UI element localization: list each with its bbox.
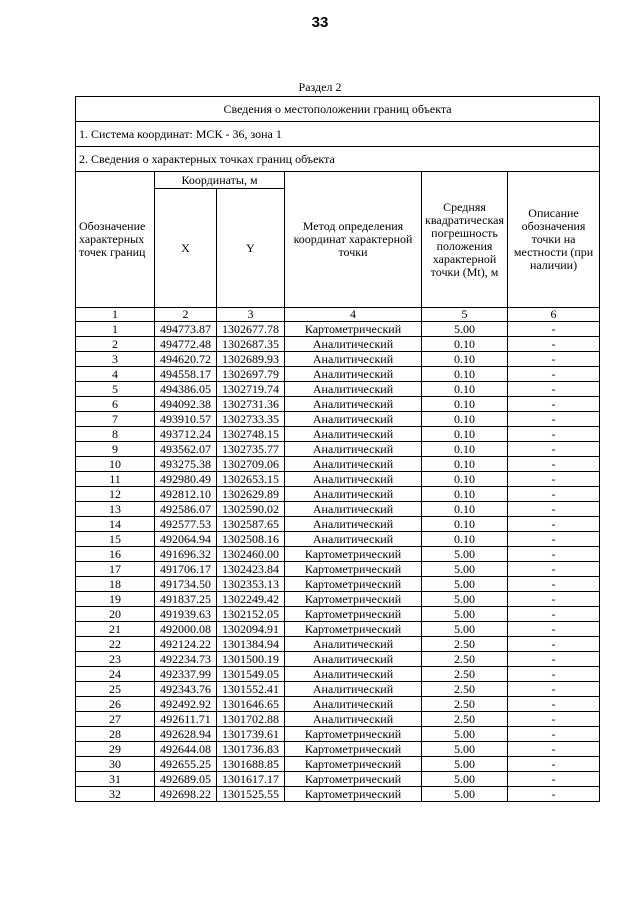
method: Аналитический [285,637,422,652]
table-row [76,337,600,352]
method: Аналитический [285,442,422,457]
error: 0.10 [422,532,508,547]
description: - [508,742,600,757]
coord-y: 1302733.35 [217,412,285,427]
table-row [76,367,600,382]
column-number: 6 [508,308,600,322]
point-id: 27 [76,712,155,727]
coord-x: 492689.05 [155,772,217,787]
coord-y: 1301525.55 [217,787,285,802]
method: Аналитический [285,667,422,682]
description: - [508,577,600,592]
header-method: Метод определения координат характерной точки [285,172,422,308]
method: Аналитический [285,382,422,397]
point-id: 18 [76,577,155,592]
coord-y: 1302687.35 [217,337,285,352]
error: 0.10 [422,517,508,532]
error: 2.50 [422,712,508,727]
method: Аналитический [285,652,422,667]
error: 5.00 [422,787,508,802]
error: 0.10 [422,337,508,352]
error: 0.10 [422,457,508,472]
point-id: 20 [76,607,155,622]
coord-x: 492644.08 [155,742,217,757]
description: - [508,487,600,502]
method: Картометрический [285,622,422,637]
coord-x: 493712.24 [155,427,217,442]
description: - [508,457,600,472]
description: - [508,337,600,352]
coord-y: 1301384.94 [217,637,285,652]
table-row [76,472,600,487]
description: - [508,607,600,622]
coord-x: 491696.32 [155,547,217,562]
table-row [76,517,600,532]
table-title: Сведения о местоположении границ объекта [76,97,600,122]
table-row [76,412,600,427]
error: 0.10 [422,427,508,442]
method: Картометрический [285,757,422,772]
coord-y: 1302689.93 [217,352,285,367]
error: 0.10 [422,382,508,397]
coord-y: 1302731.36 [217,397,285,412]
coord-x: 494772.48 [155,337,217,352]
coord-x: 493275.38 [155,457,217,472]
error: 0.10 [422,442,508,457]
method: Аналитический [285,487,422,502]
error: 5.00 [422,577,508,592]
coord-y: 1301688.85 [217,757,285,772]
error: 5.00 [422,757,508,772]
point-id: 32 [76,787,155,802]
coord-y: 1302508.16 [217,532,285,547]
coord-y: 1302748.15 [217,427,285,442]
method: Аналитический [285,352,422,367]
table-row [76,352,600,367]
point-id: 16 [76,547,155,562]
coord-x: 494558.17 [155,367,217,382]
coord-y: 1302590.02 [217,502,285,517]
error: 2.50 [422,667,508,682]
method: Картометрический [285,547,422,562]
description: - [508,517,600,532]
description: - [508,592,600,607]
point-id: 29 [76,742,155,757]
coord-x: 492655.25 [155,757,217,772]
coord-y: 1302587.65 [217,517,285,532]
column-number: 4 [285,308,422,322]
table-row [76,667,600,682]
coord-x: 492980.49 [155,472,217,487]
description: - [508,472,600,487]
method: Картометрический [285,322,422,337]
table-row [76,757,600,772]
error: 2.50 [422,652,508,667]
header-coords: Координаты, м [155,172,285,189]
point-id: 23 [76,652,155,667]
method: Картометрический [285,607,422,622]
description: - [508,547,600,562]
method: Аналитический [285,532,422,547]
point-id: 31 [76,772,155,787]
method: Картометрический [285,787,422,802]
error: 0.10 [422,502,508,517]
coord-x: 492577.53 [155,517,217,532]
description: - [508,637,600,652]
table-row [76,502,600,517]
point-id: 28 [76,727,155,742]
description: - [508,352,600,367]
description: - [508,502,600,517]
point-id: 26 [76,697,155,712]
method: Аналитический [285,397,422,412]
method: Аналитический [285,457,422,472]
column-number: 5 [422,308,508,322]
description: - [508,397,600,412]
point-id: 3 [76,352,155,367]
description: - [508,772,600,787]
coordinate-system: 1. Система координат: МСК - 36, зона 1 [76,122,600,147]
table-row [76,397,600,412]
method: Аналитический [285,682,422,697]
table-row [76,592,600,607]
description: - [508,412,600,427]
section-label: Раздел 2 [298,80,342,94]
description: - [508,427,600,442]
coord-x: 492064.94 [155,532,217,547]
error: 2.50 [422,697,508,712]
coord-y: 1302719.74 [217,382,285,397]
coord-y: 1301617.17 [217,772,285,787]
description: - [508,727,600,742]
coord-y: 1302709.06 [217,457,285,472]
coord-y: 1302094.91 [217,622,285,637]
error: 0.10 [422,352,508,367]
method: Аналитический [285,712,422,727]
table-row [76,772,600,787]
error: 5.00 [422,622,508,637]
method: Аналитический [285,517,422,532]
description: - [508,652,600,667]
method: Картометрический [285,562,422,577]
coord-y: 1301500.19 [217,652,285,667]
coord-x: 492343.76 [155,682,217,697]
error: 2.50 [422,637,508,652]
coord-y: 1302460.00 [217,547,285,562]
table-row [76,712,600,727]
coord-x: 492234.73 [155,652,217,667]
coord-x: 493562.07 [155,442,217,457]
error: 5.00 [422,607,508,622]
description: - [508,667,600,682]
table-row [76,742,600,757]
method: Аналитический [285,697,422,712]
description: - [508,712,600,727]
coord-x: 494092.38 [155,397,217,412]
point-id: 24 [76,667,155,682]
table-row [76,427,600,442]
coord-x: 492492.92 [155,697,217,712]
coord-y: 1301646.65 [217,697,285,712]
point-id: 17 [76,562,155,577]
column-number: 1 [76,308,155,322]
method: Аналитический [285,367,422,382]
coord-y: 1302249.42 [217,592,285,607]
description: - [508,322,600,337]
coord-y: 1302653.15 [217,472,285,487]
coord-x: 492698.22 [155,787,217,802]
coord-x: 491939.63 [155,607,217,622]
table-row [76,457,600,472]
table-row [76,787,600,802]
coord-x: 491837.25 [155,592,217,607]
coord-x: 492124.22 [155,637,217,652]
table-row [76,622,600,637]
point-id: 25 [76,682,155,697]
header-desc: Описание обозначения точки на местности (при наличии) [508,172,600,308]
header-x: X [155,189,217,308]
table-row [76,322,600,337]
coord-y: 1302735.77 [217,442,285,457]
point-id: 21 [76,622,155,637]
method: Картометрический [285,727,422,742]
method: Картометрический [285,592,422,607]
coord-x: 492812.10 [155,487,217,502]
coord-x: 492628.94 [155,727,217,742]
coord-x: 492586.07 [155,502,217,517]
description: - [508,532,600,547]
method: Аналитический [285,412,422,427]
point-id: 1 [76,322,155,337]
column-number-row [76,308,600,322]
page-number: 33 [311,14,329,31]
method: Аналитический [285,472,422,487]
point-id: 5 [76,382,155,397]
description: - [508,697,600,712]
coord-x: 491706.17 [155,562,217,577]
point-id: 9 [76,442,155,457]
coord-x: 494620.72 [155,352,217,367]
description: - [508,787,600,802]
point-id: 13 [76,502,155,517]
coord-y: 1302152.05 [217,607,285,622]
table-row [76,562,600,577]
table-row [76,697,600,712]
description: - [508,682,600,697]
coord-y: 1301552.41 [217,682,285,697]
error: 5.00 [422,592,508,607]
description: - [508,367,600,382]
coord-x: 491734.50 [155,577,217,592]
table-row [76,652,600,667]
column-number: 2 [155,308,217,322]
column-number: 3 [217,308,285,322]
coord-y: 1302697.79 [217,367,285,382]
point-id: 4 [76,367,155,382]
error: 5.00 [422,547,508,562]
point-id: 15 [76,532,155,547]
error: 0.10 [422,397,508,412]
point-id: 14 [76,517,155,532]
description: - [508,562,600,577]
description: - [508,442,600,457]
method: Аналитический [285,337,422,352]
coord-y: 1302423.84 [217,562,285,577]
point-id: 12 [76,487,155,502]
error: 5.00 [422,742,508,757]
method: Аналитический [285,427,422,442]
coord-y: 1302677.78 [217,322,285,337]
point-id: 8 [76,427,155,442]
error: 5.00 [422,562,508,577]
description: - [508,382,600,397]
point-id: 30 [76,757,155,772]
table-row [76,487,600,502]
error: 5.00 [422,727,508,742]
coord-x: 494386.05 [155,382,217,397]
point-id: 19 [76,592,155,607]
point-id: 22 [76,637,155,652]
point-id: 11 [76,472,155,487]
coord-y: 1301739.61 [217,727,285,742]
error: 5.00 [422,772,508,787]
points-heading: 2. Сведения о характерных точках границ объекта [76,147,600,172]
error: 2.50 [422,682,508,697]
table-row [76,637,600,652]
method: Картометрический [285,772,422,787]
point-id: 6 [76,397,155,412]
coord-y: 1302629.89 [217,487,285,502]
header-error: Средняя квадратическая погрешность положения характерной точки (Mt), м [422,172,508,308]
coord-x: 492611.71 [155,712,217,727]
error: 0.10 [422,472,508,487]
coord-x: 492337.99 [155,667,217,682]
coord-y: 1301702.88 [217,712,285,727]
coord-x: 493910.57 [155,412,217,427]
header-y: Y [217,189,285,308]
method: Аналитический [285,502,422,517]
table-row [76,682,600,697]
method: Картометрический [285,742,422,757]
description: - [508,622,600,637]
table-row [76,727,600,742]
error: 5.00 [422,322,508,337]
error: 0.10 [422,367,508,382]
point-id: 10 [76,457,155,472]
method: Картометрический [285,577,422,592]
error: 0.10 [422,412,508,427]
table-row [76,532,600,547]
point-id: 7 [76,412,155,427]
table-row [76,547,600,562]
coord-y: 1302353.13 [217,577,285,592]
table-row [76,577,600,592]
table-row [76,442,600,457]
table-row [76,382,600,397]
coord-y: 1301549.05 [217,667,285,682]
coord-y: 1301736.83 [217,742,285,757]
header-point: Обозначение характерных точек границ [76,172,155,308]
coord-x: 492000.08 [155,622,217,637]
table-row [76,607,600,622]
coord-x: 494773.87 [155,322,217,337]
description: - [508,757,600,772]
point-id: 2 [76,337,155,352]
boundary-points-table [75,96,600,802]
error: 0.10 [422,487,508,502]
